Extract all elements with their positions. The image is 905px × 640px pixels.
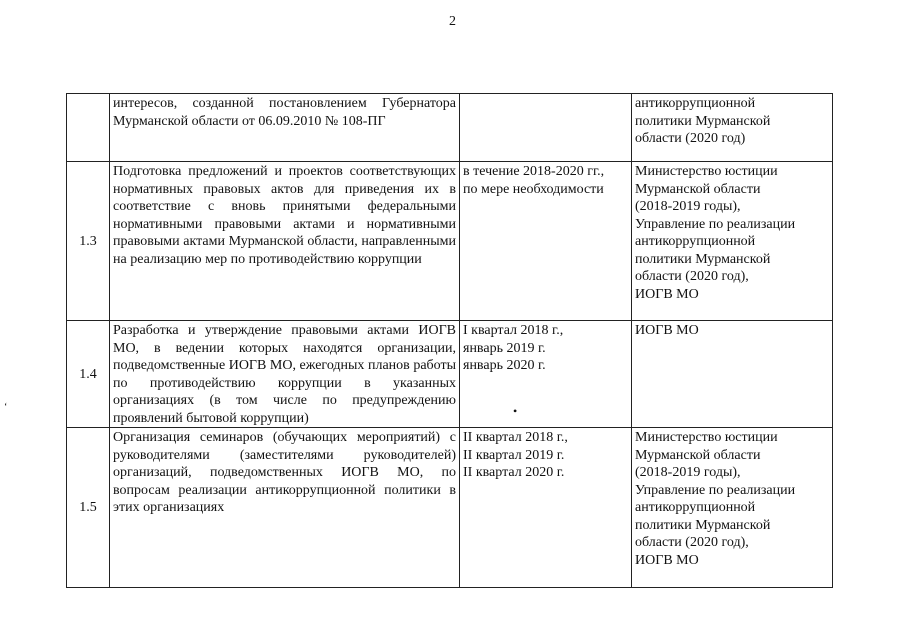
responsible-cell: Министерство юстиции Мурманской области (2018-2019 годы), Управление по реализации антикоррупционной политики Мурманской области (2020 год), ИОГВ МО	[632, 162, 833, 321]
table-row	[67, 94, 833, 162]
deadline-cell: I квартал 2018 г., январь 2019 г. январь 2020 г.	[460, 321, 632, 428]
deadline-cell: II квартал 2018 г., II квартал 2019 г. II квартал 2020 г.	[460, 428, 632, 588]
page-number: 2	[449, 14, 456, 29]
task-description: Разработка и утверждение правовыми актами ИОГВ МО, в ведении которых находятся организации, подведомственные ИОГВ МО, ежегодных планов работы по противодействию коррупции в указанных организациях (в том числе по предупреждению проявлений бытовой коррупции)	[110, 321, 460, 428]
item-number: 1.3	[67, 162, 110, 321]
table-row	[67, 428, 833, 588]
item-number: 1.4	[67, 321, 110, 428]
responsible-cell: Министерство юстиции Мурманской области (2018-2019 годы), Управление по реализации антикоррупционной политики Мурманской области (2020 год), ИОГВ МО	[632, 428, 833, 588]
action-plan-table	[66, 93, 833, 588]
item-number: 1.5	[67, 428, 110, 588]
task-description: интересов, созданной постановлением Губернатора Мурманской области от 06.09.2010 № 108-ПГ	[110, 94, 460, 162]
table-row	[67, 321, 833, 428]
scan-speck: •	[513, 404, 518, 418]
deadline-cell: в течение 2018-2020 гг., по мере необходимости	[460, 162, 632, 321]
item-number	[67, 94, 110, 162]
margin-speck: ‘	[4, 402, 8, 413]
responsible-cell: антикоррупционной политики Мурманской области (2020 год)	[632, 94, 833, 162]
table-row	[67, 162, 833, 321]
task-description: Подготовка предложений и проектов соответствующих нормативных правовых актов для приведения их в соответствие с вновь принятыми федеральными нормативными правовыми актами и нормативными правовыми актами Мурманской области, направленными на реализацию мер по противодействию коррупции	[110, 162, 460, 321]
deadline-cell	[460, 94, 632, 162]
task-description: Организация семинаров (обучающих мероприятий) с руководителями (заместителями руководителей) организаций, подведомственных ИОГВ МО, по вопросам реализации антикоррупционной политики в этих организациях	[110, 428, 460, 588]
responsible-cell: ИОГВ МО	[632, 321, 833, 428]
